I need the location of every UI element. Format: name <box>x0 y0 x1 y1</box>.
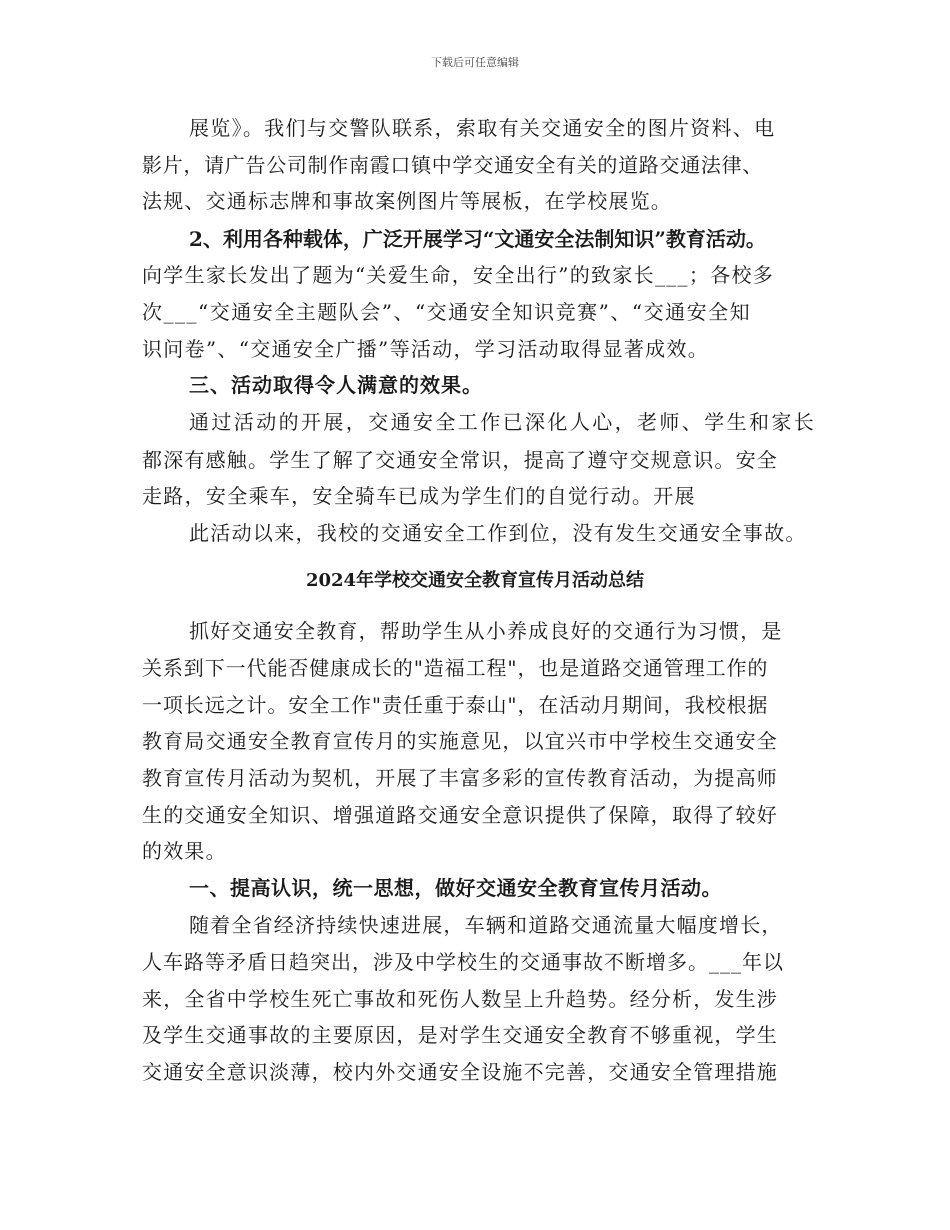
text-line: 来，全省中学校生死亡事故和死伤人数呈上升趋势。经分析，发生涉 <box>142 987 778 1011</box>
text-line: 随着全省经济持续快速进展，车辆和道路交通流量大幅度增长， <box>189 913 783 937</box>
text-line: 关系到下一代能否健康成长的"造福工程"，也是道路交通管理工作的 <box>142 656 769 680</box>
text-line: 都深有感触。学生了解了交通安全常识，提高了遵守交规意识。安全 <box>142 448 778 472</box>
text-line: 教育局交通安全教育宣传月的实施意见，以宜兴市中学校生交通安全 <box>142 729 778 753</box>
document-title: 2024年学校交通安全教育宣传月活动总结 <box>305 570 645 591</box>
text-line: 展览》。我们与交警队联系，索取有关交通安全的图片资料、电 <box>189 116 776 140</box>
section-heading: 一、提高认识，统一思想，做好交通安全教育宣传月活动。 <box>189 876 722 900</box>
text-line: 生的交通安全知识、增强道路交通安全意识提供了保障，取得了较好 <box>142 803 778 827</box>
text-line: 影片，请广告公司制作南霞口镇中学交通安全有关的道路交通法律、 <box>142 153 763 177</box>
text-line: 的效果。 <box>142 839 227 863</box>
section-heading: 2、利用各种载体，广泛开展学习“文通安全法制知识”教育活动。 <box>189 227 766 251</box>
text-line: 此活动以来，我校的交通安全工作到位，没有发生交通安全事故。 <box>189 521 807 545</box>
text-line: 及学生交通事故的主要原因，是对学生交通安全教育不够重视，学生 <box>142 1023 778 1047</box>
text-line: 次___“交通安全主题队会”、“交通安全知识竞赛”、“交通安全知 <box>142 300 752 324</box>
text-line: 抓好交通安全教育，帮助学生从小养成良好的交通行为习惯，是 <box>189 619 783 643</box>
text-line: 通过活动的开展，交通安全工作已深化人心，老师、学生和家长 <box>189 410 817 434</box>
text-line: 教育宣传月活动为契机，开展了丰富多彩的宣传教育活动，为提高师 <box>142 766 778 790</box>
text-line: 向学生家长发出了题为“关爱生命，安全出行”的致家长___；各校多 <box>142 263 775 287</box>
text-line: 人车路等矛盾日趋突出，涉及中学校生的交通事故不断增多。___年以 <box>142 950 784 974</box>
text-line: 法规、交通标志牌和事故案例图片等展板，在学校展览。 <box>142 189 672 213</box>
section-heading: 三、活动取得令人满意的效果。 <box>189 373 483 397</box>
text-line: 识问卷”、“交通安全广播”等活动，学习活动取得显著成效。 <box>142 337 710 361</box>
text-line: 交通安全意识淡薄，校内外交通安全设施不完善，交通安全管理措施 <box>142 1060 778 1084</box>
page-header: 下载后可任意编辑 <box>431 56 519 69</box>
text-line: 一项长远之计。安全工作"责任重于泰山"，在活动月期间，我校根据 <box>142 693 769 717</box>
text-line: 走路，安全乘车，安全骑车已成为学生们的自觉行动。开展 <box>142 484 696 508</box>
